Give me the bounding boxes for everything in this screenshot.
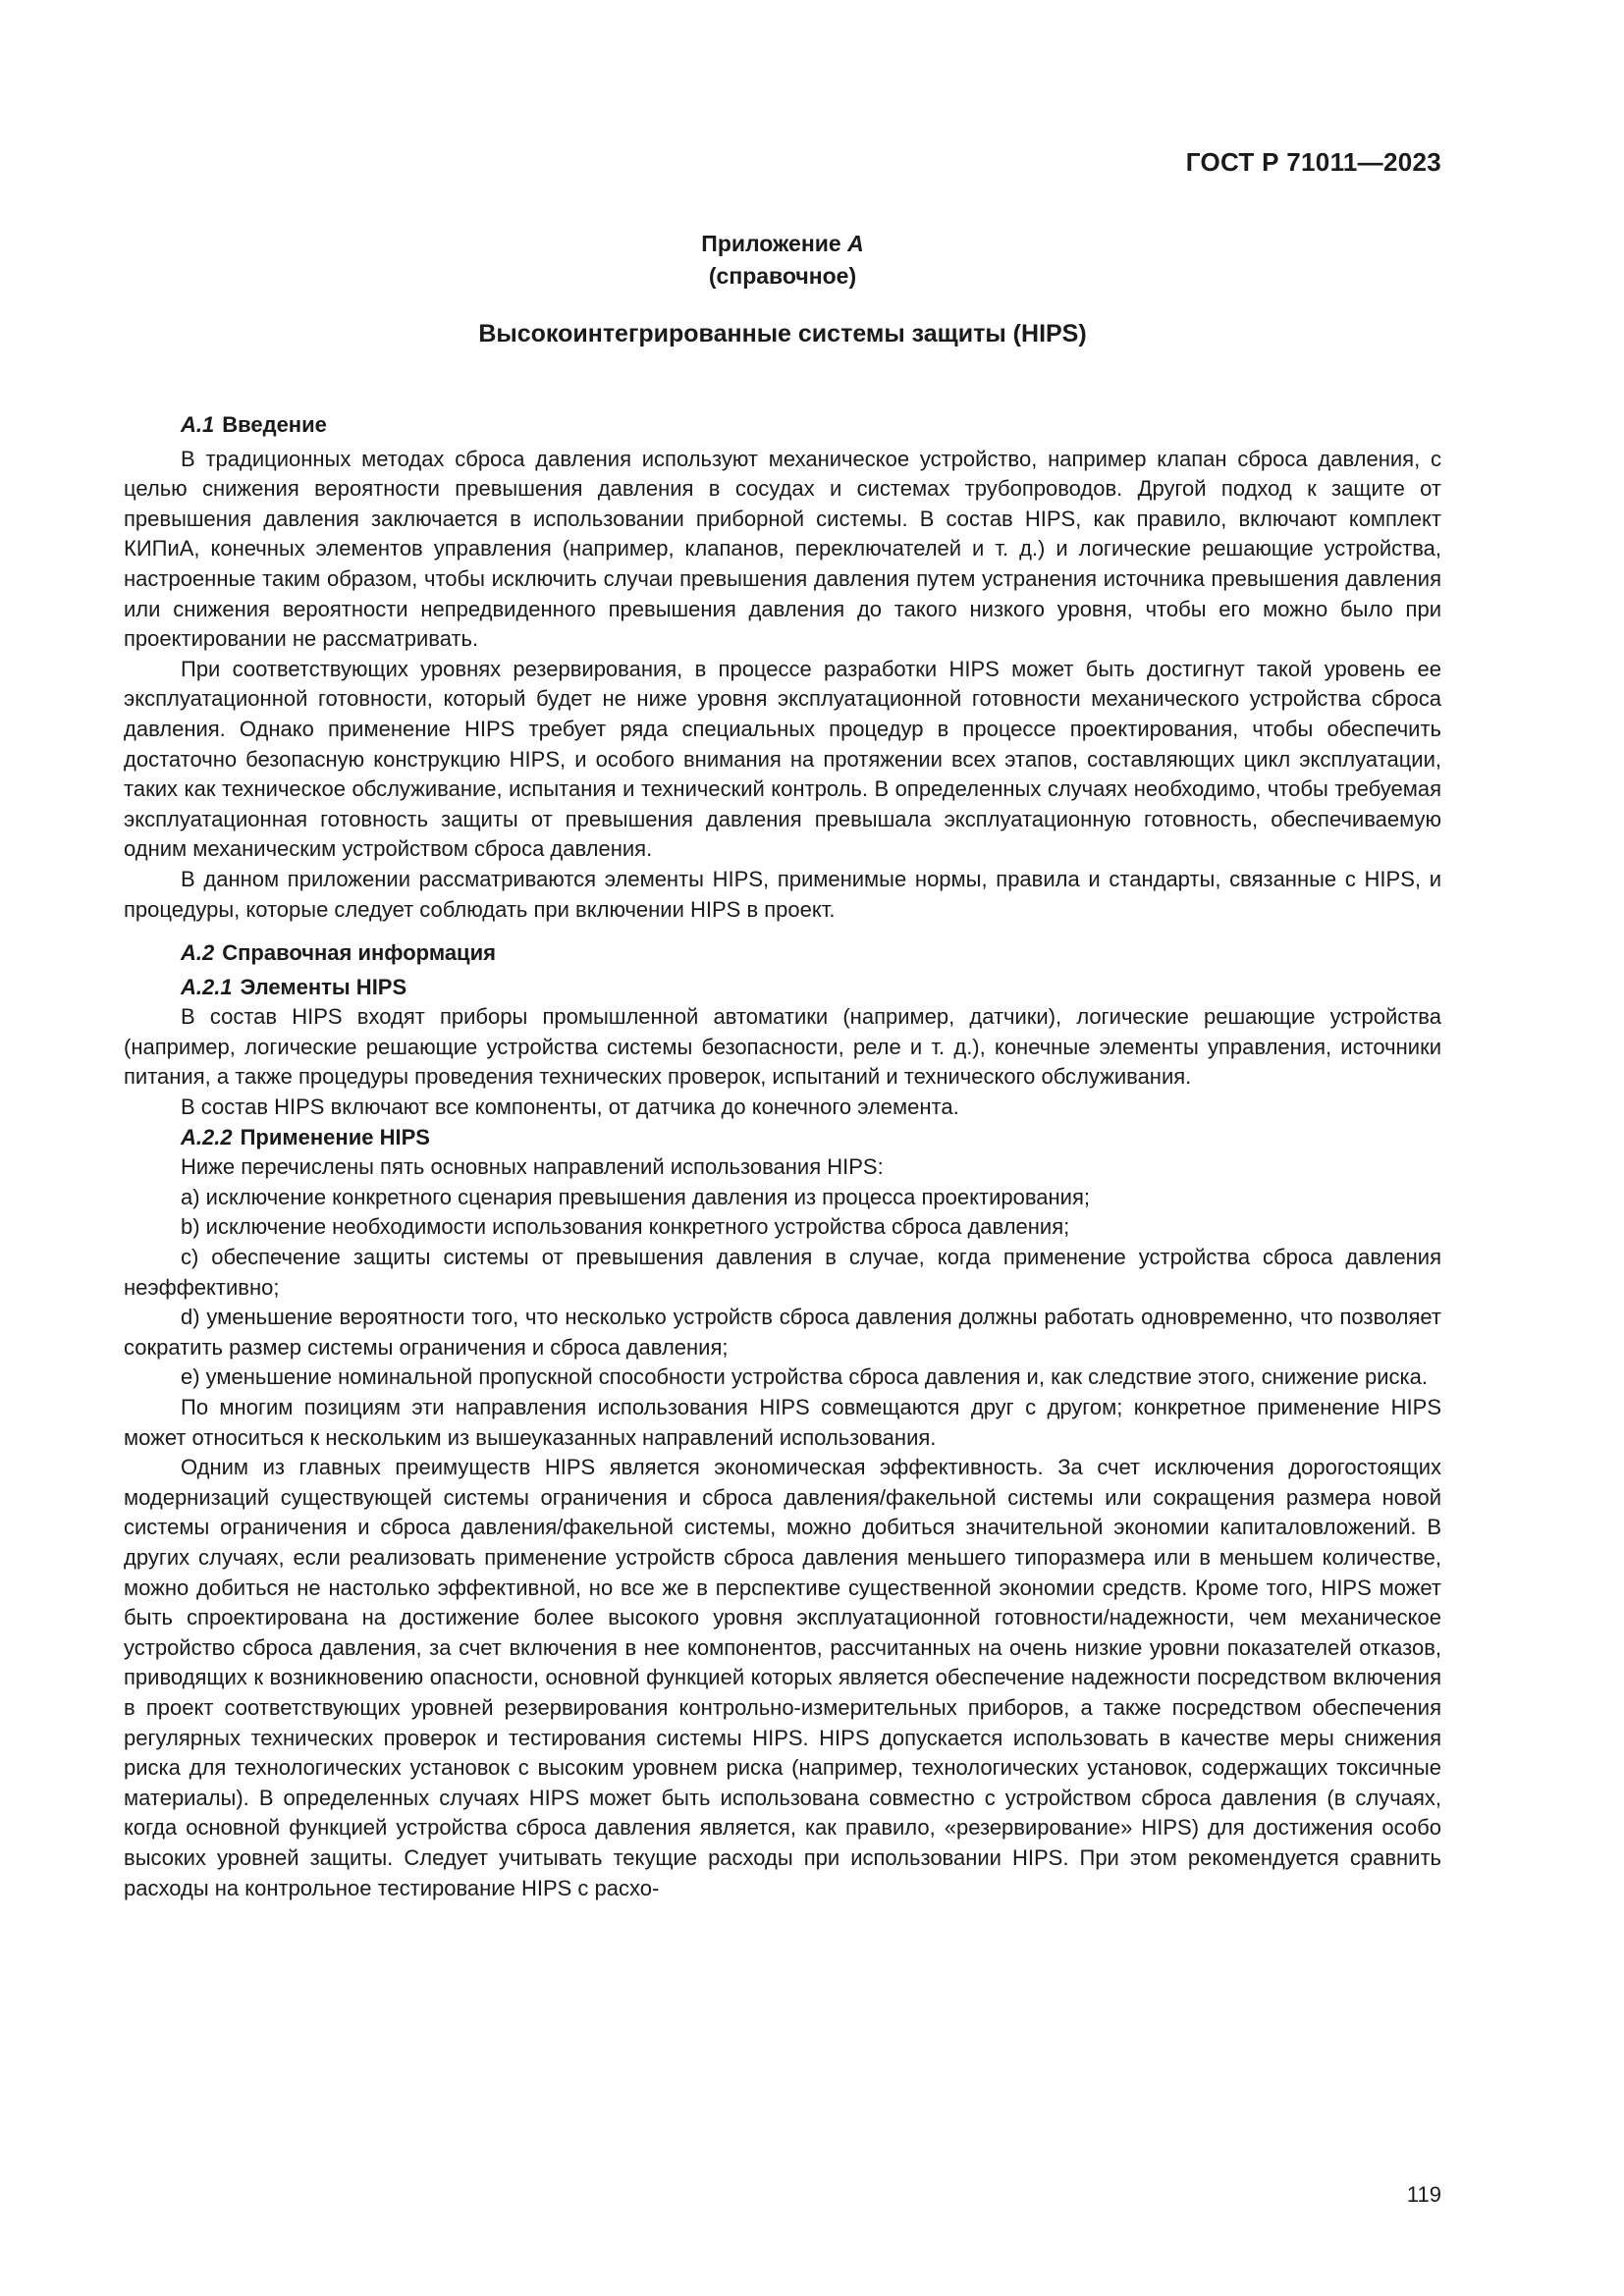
- section-heading-a21: [124, 973, 1441, 1003]
- list-item: e) уменьшение номинальной пропускной способности устройства сброса давления и, как следствие этого, снижение риска.: [181, 1364, 1428, 1390]
- list-item: a) исключение конкретного сценария превышения давления из процесса проектирования;: [181, 1184, 1090, 1209]
- paragraph: Ниже перечислены пять основных направлений использования HIPS:: [181, 1154, 884, 1180]
- section-heading-a1: [124, 410, 1441, 441]
- section-number: А.2: [181, 940, 215, 966]
- appendix-letter: А: [847, 231, 864, 256]
- paragraph: Одним из главных преимуществ HIPS является экономическая эффективность. За счет исключения дорогостоящих модернизаций существующей системы ограничения и сброса давления/факельной системы или сокращения размера новой системы ограничения и сброса давления/факельной системы, можно добиться значительной экономии капиталовложений. В других случаях, если реализовать применение устройств сброса давления меньшего типоразмера или в меньшем количестве, можно добиться не настолько эффективной, но все же в перспективе существенной экономии средств. Кроме того, HIPS может быть спроектирована на достижение более высокого уровня эксплуатационной готовности/надежности, чем механическое устройство сброса давления, за счет включения в нее компонентов, рассчитанных на очень низкие уровни показателей отказов, приводящих к возникновению опасности, основной функцией которых является обеспечение надежности посредством включения в проект соответствующих уровней резервирования контрольно-измерительных приборов, а также посредством обеспечения регулярных технических проверок и тестирования системы HIPS. HIPS допускается использовать в качестве меры снижения риска для технологических установок с высоким уровнем риска (например, технологических установок, содержащих токсичные материалы). В определенных случаях HIPS может быть использована совместно с устройством сброса давления (в случаях, когда основной функцией устройства сброса давления является, как правило, «резервирование» HIPS) для достижения особо высоких уровней защиты. Следует учитывать текущие расходы при использовании HIPS. При этом рекомендуется сравнить расходы на контрольное тестирование HIPS с расхо-: [124, 1455, 1441, 1900]
- section-title: Применение HIPS: [240, 1124, 430, 1149]
- standard-designation: ГОСТ Р 71011—2023: [1185, 147, 1441, 177]
- appendix-word: Приложение: [701, 231, 841, 256]
- appendix-title: Высокоинтегрированные системы защиты (HIPS): [478, 320, 1087, 347]
- section-heading-a2: [124, 938, 1441, 969]
- section-title: Введение: [222, 412, 327, 437]
- paragraph: В традиционных методах сброса давления используют механическое устройство, например клапан сброса давления, с целью снижения вероятности превышения давления в сосудах и системах трубопроводов. Другой подход к защите от превышения давления заключается в использовании приборной системы. В состав HIPS, как правило, включают комплект КИПиА, конечных элементов управления (например, клапанов, переключателей и т. д.) и логические решающие устройства, настроенные таким образом, чтобы исключить случаи превышения давления путем устранения источника превышения давления или снижения вероятности непредвиденного превышения давления до такого низкого уровня, чтобы его можно было при проектировании не рассматривать.: [124, 446, 1441, 652]
- appendix-kind: (справочное): [708, 263, 857, 289]
- appendix-label: [124, 228, 1441, 293]
- list-item: b) исключение необходимости использования конкретного устройства сброса давления;: [181, 1214, 1070, 1240]
- appendix-line: [124, 228, 1441, 260]
- section-number: А.2.2: [181, 1124, 233, 1149]
- section-heading-a22: [124, 1123, 1441, 1153]
- page-number: 119: [1406, 2182, 1441, 2207]
- section-title: Справочная информация: [222, 940, 496, 966]
- section-title: Элементы HIPS: [240, 974, 407, 999]
- paragraph: В данном приложении рассматриваются элементы HIPS, применимые нормы, правила и стандарты, связанные с HIPS, и процедуры, которые следует соблюдать при включении HIPS в проект.: [124, 866, 1441, 922]
- paragraph: В состав HIPS входят приборы промышленной автоматики (например, датчики), логические решающие устройства (например, логические решающие устройства системы безопасности, реле и т. д.), конечные элементы управления, источники питания, а также процедуры проведения технических проверок, испытаний и технического обслуживания.: [124, 1004, 1441, 1090]
- paragraph: По многим позициям эти направления использования HIPS совмещаются друг с другом; конкретное применение HIPS может относиться к нескольким из вышеуказанных направлений использования.: [124, 1395, 1441, 1450]
- paragraph: В состав HIPS включают все компоненты, от датчика до конечного элемента.: [181, 1095, 959, 1120]
- section-number: А.2.1: [181, 974, 233, 999]
- document-body: [124, 402, 1441, 1903]
- list-item: d) уменьшение вероятности того, что несколько устройств сброса давления должны работать одновременно, что позволяет сократить размер системы ограничения и сброса давления;: [124, 1305, 1441, 1360]
- section-number: А.1: [181, 412, 215, 437]
- list-item: c) обеспечение защиты системы от превышения давления в случае, когда применение устройства сброса давления неэффективно;: [124, 1245, 1441, 1300]
- paragraph: При соответствующих уровнях резервирования, в процессе разработки HIPS может быть достигнут такой уровень ее эксплуатационной готовности, который будет не ниже уровня эксплуатационной готовности механического устройства сброса давления. Однако применение HIPS требует ряда специальных процедур в процессе проектирования, чтобы обеспечить достаточно безопасную конструкцию HIPS, и особого внимания на протяжении всех этапов, составляющих цикл эксплуатации, таких как техническое обслуживание, испытания и технический контроль. В определенных случаях необходимо, чтобы требуемая эксплуатационная готовность защиты от превышения давления превышала эксплуатационную готовность, обеспечиваемую одним механическим устройством сброса давления.: [124, 656, 1441, 862]
